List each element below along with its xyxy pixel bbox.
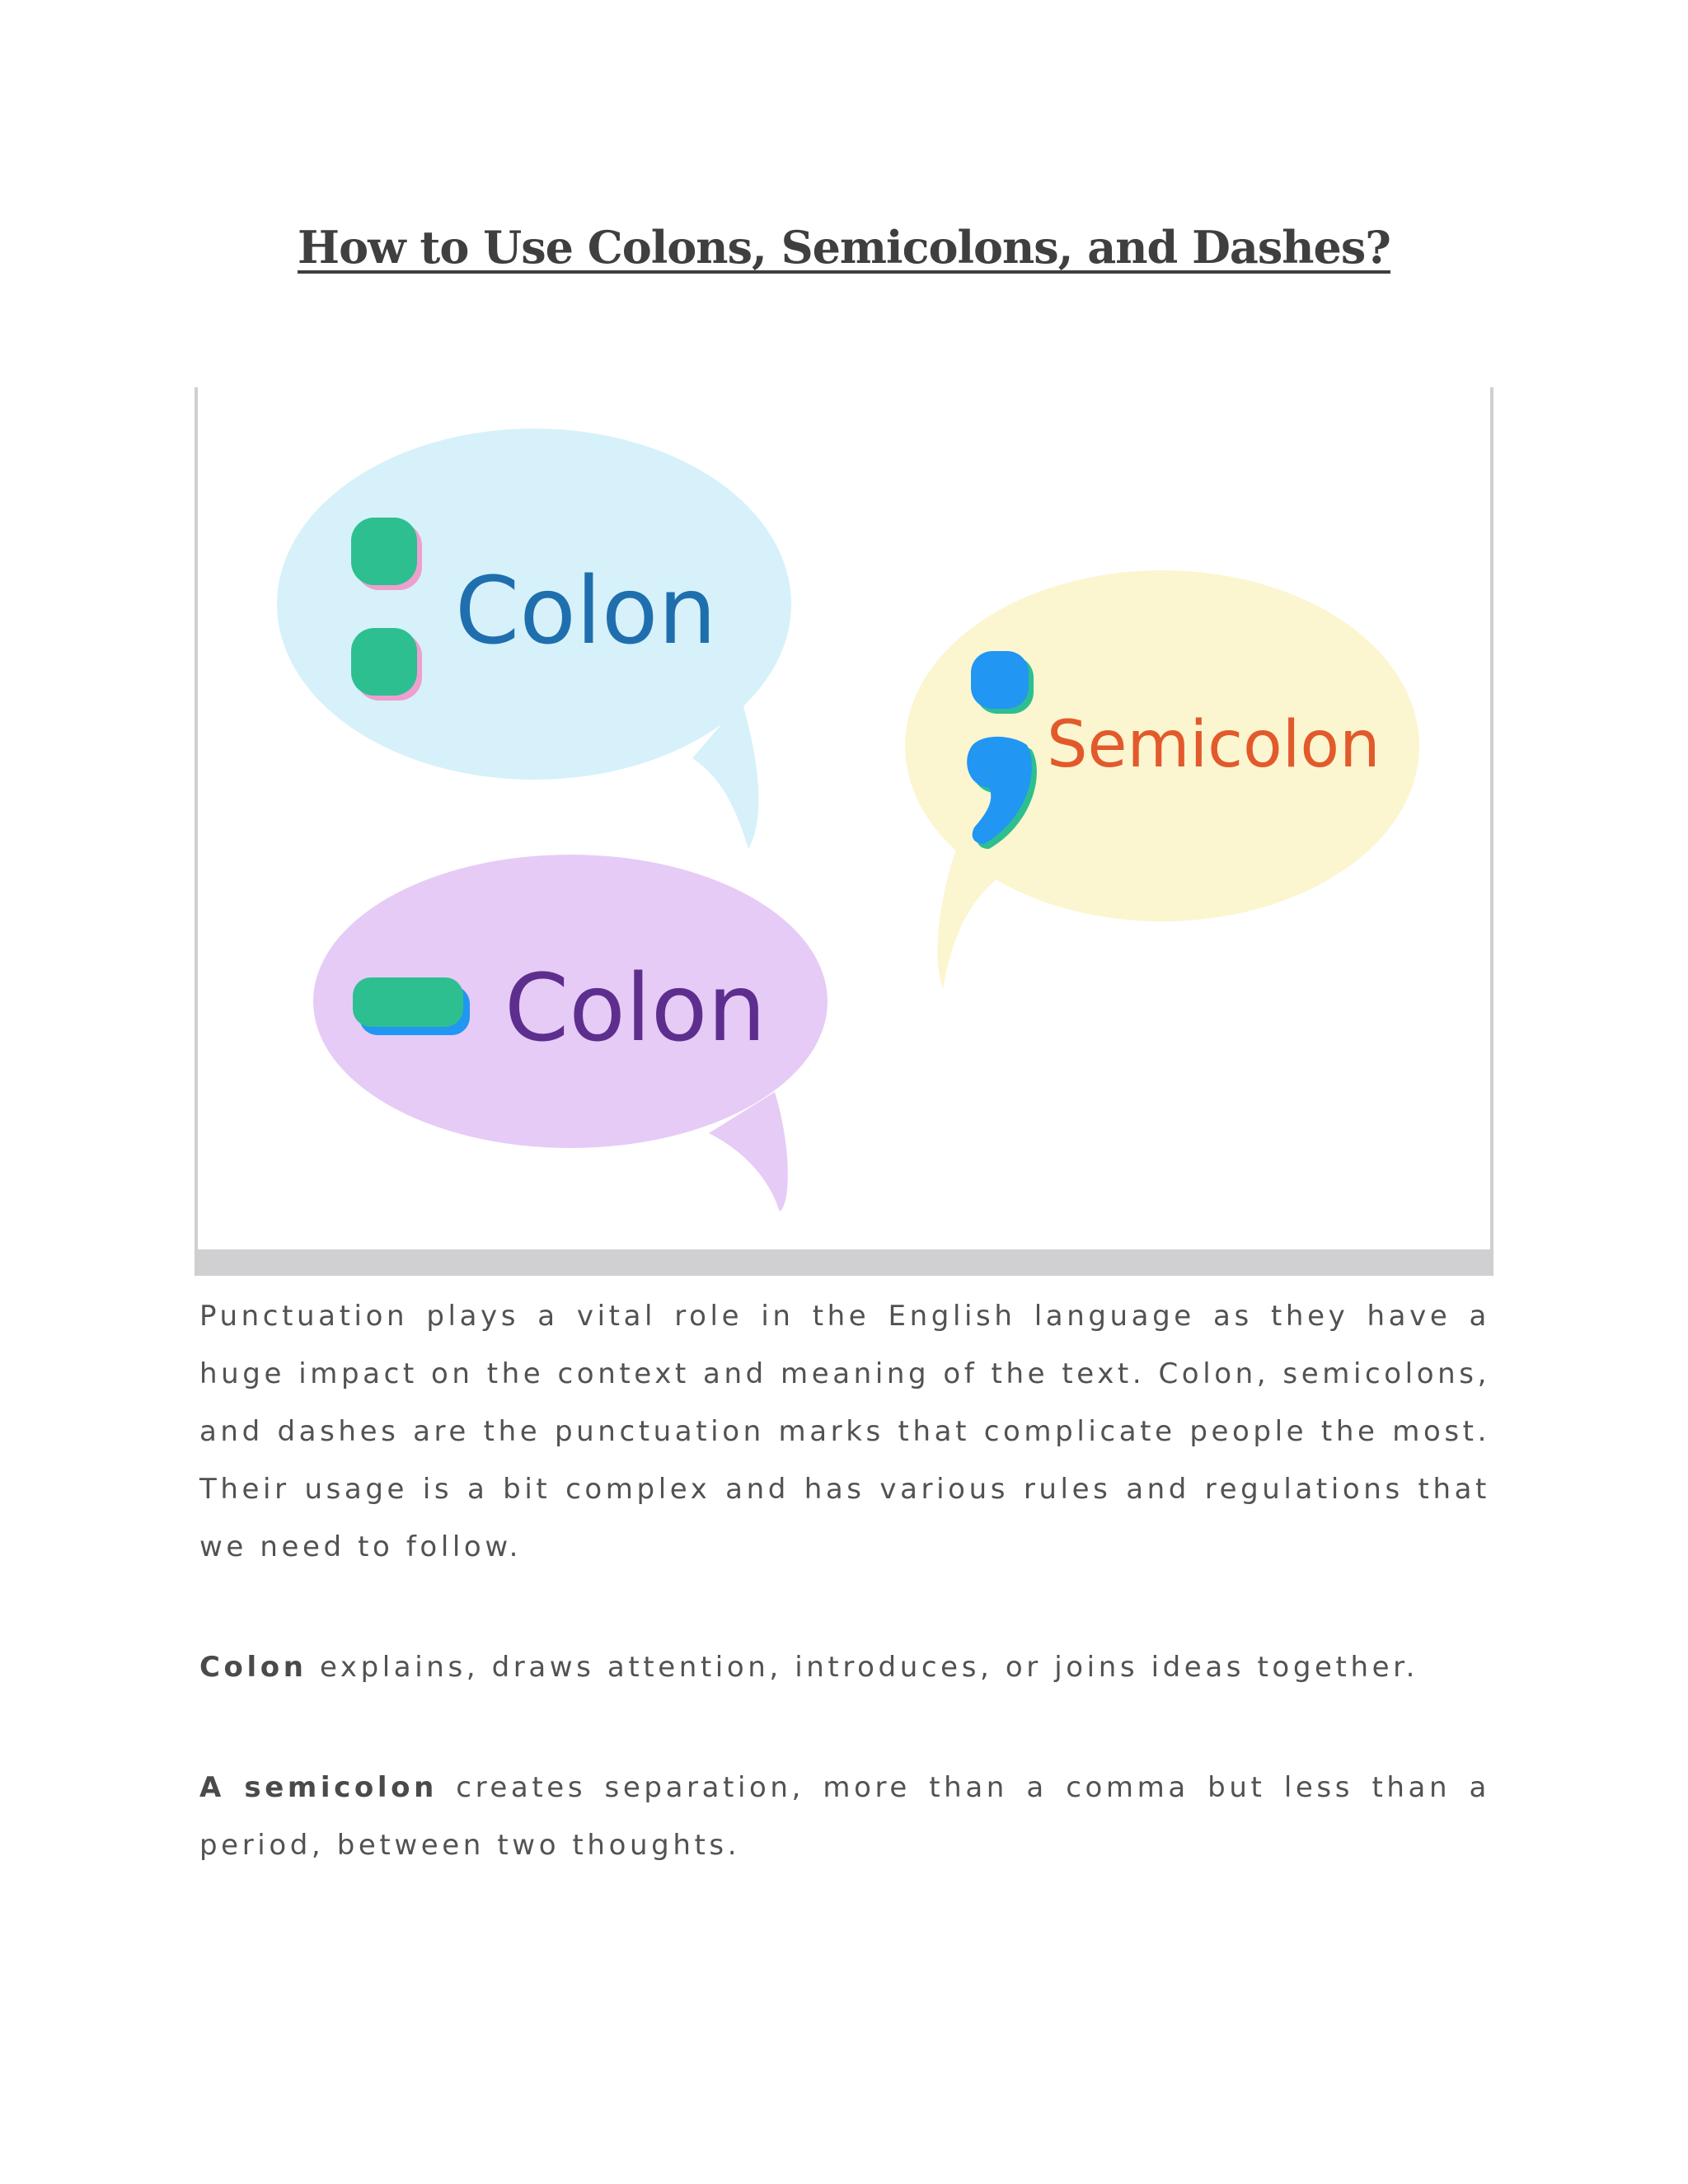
page-title: How to Use Colons, Semicolons, and Dashes? (298, 221, 1390, 274)
semicolon-definition-text: creates separation, more than a comma but less than a period, between two thoughts. (199, 1771, 1490, 1862)
colon-definition-text: explains, draws attention, introduces, or joins ideas together. (307, 1651, 1418, 1684)
intro-paragraph: Punctuation plays a vital role in the English language as they have a huge impact on the context and meaning of the text. Colon, semicolons, and dashes are the punctuation marks that complicate people the most. Their usage is a bit complex and has various rules and regulations that we need to follow. (199, 1300, 1490, 1563)
speech-bubbles-graphic (198, 387, 1490, 1249)
dash-label: Colon (504, 955, 767, 1062)
colon-definition (199, 1638, 1490, 1696)
punctuation-illustration (195, 387, 1493, 1276)
semicolon-term: A semicolon (199, 1771, 438, 1804)
semicolon-speech-bubble (905, 570, 1419, 989)
dash-speech-bubble (313, 855, 828, 1212)
dash-icon (353, 977, 470, 1035)
semicolon-definition (199, 1759, 1490, 1874)
colon-term: Colon (199, 1651, 307, 1684)
figure-frame-bottom (198, 1249, 1490, 1276)
colon-label: Colon (455, 558, 717, 665)
colon-speech-bubble (277, 429, 791, 849)
semicolon-label: Semicolon (1047, 708, 1381, 782)
